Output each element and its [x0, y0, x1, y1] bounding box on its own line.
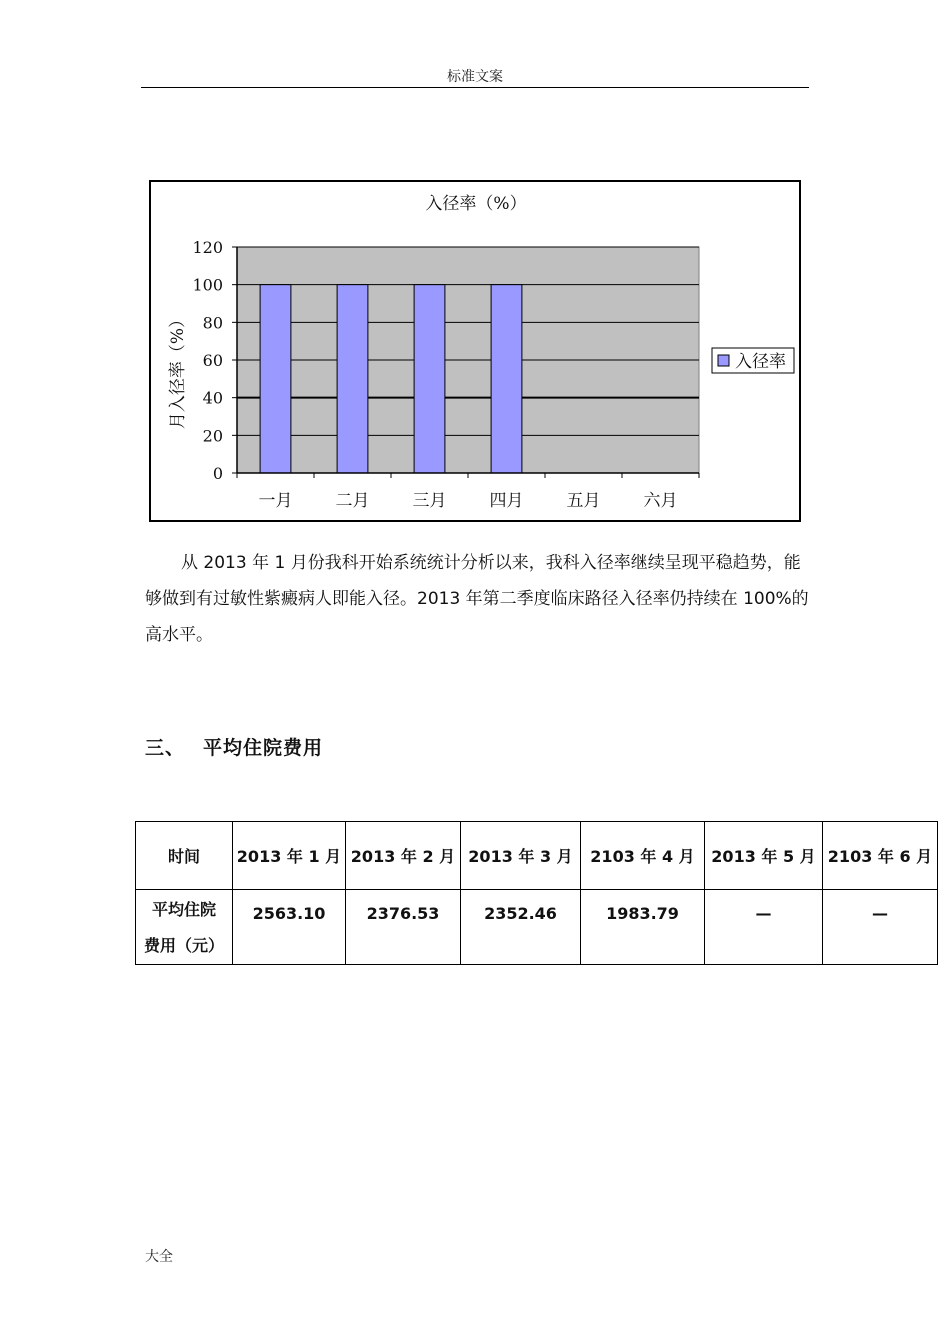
x-tick-label: 一月	[258, 491, 293, 511]
table-header-cell: 2013 年 2 月	[346, 822, 461, 890]
analysis-paragraph	[145, 545, 810, 653]
bar	[491, 285, 522, 473]
chart-title: 入径率（%）	[425, 194, 527, 214]
bar	[414, 285, 445, 473]
section-heading	[145, 733, 323, 760]
table-header-cell: 2013 年 3 月	[461, 822, 581, 890]
y-tick-label: 120	[192, 238, 223, 257]
chart-canvas	[151, 182, 801, 522]
y-tick-label: 80	[202, 313, 223, 333]
section-number: 三、	[145, 737, 186, 759]
y-tick-label: 20	[202, 426, 223, 446]
bar	[260, 285, 291, 473]
y-tick-label: 60	[202, 351, 223, 370]
table-cell: —	[705, 890, 823, 965]
table-row	[136, 890, 938, 965]
row-label-cell	[136, 890, 233, 965]
table-header-row	[136, 822, 938, 890]
table-header-cell: 2103 年 4 月	[581, 822, 705, 890]
x-tick-label: 四月	[489, 491, 524, 511]
table-cell: 2563.10	[233, 890, 346, 965]
table-header-cell: 2013 年 5 月	[705, 822, 823, 890]
header-divider	[141, 87, 809, 88]
x-tick-label: 五月	[566, 491, 601, 511]
legend-swatch	[718, 355, 729, 366]
y-tick-label: 40	[202, 388, 223, 408]
page-header-title: 标准文案	[447, 69, 503, 85]
admission-rate-chart	[149, 180, 801, 522]
x-tick-label: 六月	[643, 491, 678, 511]
table-cell: 2352.46	[461, 890, 581, 965]
x-tick-label: 二月	[335, 491, 370, 511]
row-label-line: 费用（元）	[143, 936, 224, 955]
cost-table	[135, 821, 938, 965]
table-header-cell: 2013 年 1 月	[233, 822, 346, 890]
table-cell: 1983.79	[581, 890, 705, 965]
x-tick-label: 三月	[412, 491, 447, 511]
y-axis-label: 月入径率（%）	[168, 310, 188, 430]
legend-label: 入径率	[735, 352, 786, 372]
y-tick-label: 0	[212, 464, 223, 483]
table-cell: —	[823, 890, 938, 965]
section-title-text: 平均住院费用	[203, 737, 324, 759]
table-header-cell: 时间	[136, 822, 233, 890]
y-tick-label: 100	[192, 275, 223, 295]
bar	[337, 285, 368, 473]
page-footer-text: 大全	[145, 1249, 173, 1265]
table-cell: 2376.53	[346, 890, 461, 965]
paragraph-text: 从 2013 年 1 月份我科开始系统统计分析以来，我科入径率继续呈现平稳趋势，能够做到有过敏性紫癜病人即能入径。2013 年第二季度临床路径入径率仍持续在 100%的高水平。	[145, 553, 809, 645]
row-label-line: 平均住院	[151, 900, 216, 919]
table-header-cell: 2103 年 6 月	[823, 822, 938, 890]
